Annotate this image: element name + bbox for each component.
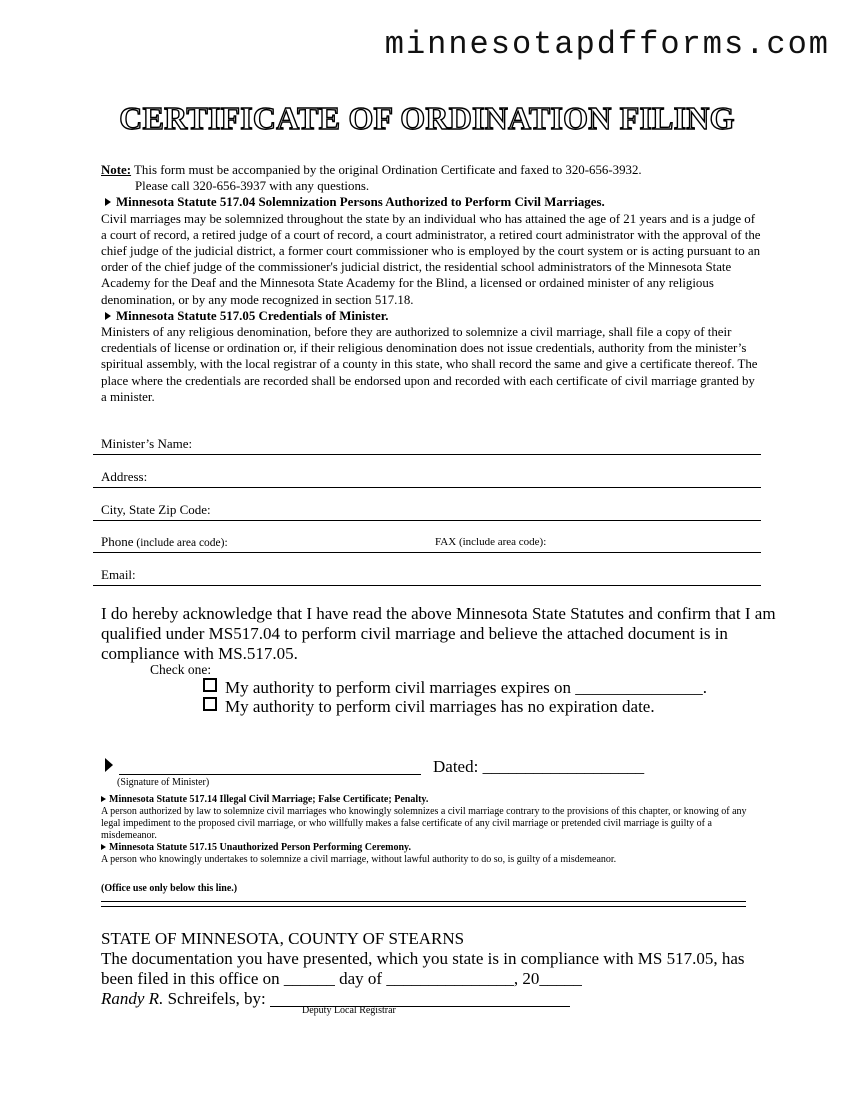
registrar-caption: Deputy Local Registrar bbox=[302, 1005, 396, 1016]
statute-517-05-heading: Minnesota Statute 517.05 Credentials of Minister. bbox=[101, 308, 761, 324]
statute-517-14-text: A person authorized by law to solemnize civil marriages who knowingly solemnizes a civil marriage contrary to the provisions of this chapter, or knowing of any legal impediment to the proposed civil marriage, or who willfully makes a false certificate of any civil marriage or pretended civil marriage is guilty of a misdemeanor. bbox=[101, 806, 747, 841]
dated-label: Dated: ___________________ bbox=[433, 757, 645, 776]
statute-517-04-heading: Minnesota Statute 517.04 Solemnization Persons Authorized to Perform Civil Marriages. bbox=[101, 194, 761, 210]
note-label: Note: bbox=[101, 163, 132, 177]
address-field[interactable] bbox=[93, 467, 761, 488]
option-expires[interactable]: My authority to perform civil marriages expires on _______________. bbox=[203, 678, 707, 698]
city-state-zip-label: City, State Zip Code: bbox=[101, 502, 211, 517]
statute-517-15-heading: Minnesota Statute 517.15 Unauthorized Person Performing Ceremony. bbox=[101, 842, 761, 854]
email-label: Email: bbox=[101, 567, 136, 582]
note-line-1: Note: This form must be accompanied by the original Ordination Certificate and faxed to 320-656-3932. bbox=[101, 163, 642, 177]
intro-section bbox=[101, 162, 761, 405]
statute-517-15-text: A person who knowingly undertakes to solemnize a civil marriage, without lawful authority to do so, is guilty of a misdemeanor. bbox=[101, 854, 617, 865]
signature-line[interactable] bbox=[119, 774, 421, 775]
acknowledgement-text: I do hereby acknowledge that I have read the above Minnesota State Statutes and confirm that I am qualified under MS517.04 to perform civil marriage and believe the attached document is in compliance with MS.517.05. bbox=[101, 604, 776, 663]
signature-caption: (Signature of Minister) bbox=[117, 777, 210, 788]
state-county-line: STATE OF MINNESOTA, COUNTY OF STEARNS bbox=[101, 929, 465, 948]
office-use-divider bbox=[101, 901, 746, 907]
option-no-expiration[interactable]: My authority to perform civil marriages has no expiration date. bbox=[203, 697, 655, 717]
arrow-right-icon bbox=[101, 796, 106, 802]
address-label: Address: bbox=[101, 469, 148, 484]
office-section bbox=[101, 929, 781, 1009]
statute-517-14-heading: Minnesota Statute 517.14 Illegal Civil Marriage; False Certificate; Penalty. bbox=[101, 794, 761, 806]
arrow-right-icon bbox=[105, 312, 111, 320]
statute-517-05-text: Ministers of any religious denomination, before they are authorized to solemnize a civil marriage, shall file a copy of their credentials of license or ordination or, if their religious denomination does not issue credentials, authority from the minister’s spiritual assembly, with the local registrar of a county in this state, who shall record the same and give a certificate thereof. The place where the credentials are recorded shall be endorsed upon and recorded with each certificate of civil marriage granted by a minister. bbox=[101, 325, 758, 404]
city-state-zip-field[interactable] bbox=[93, 500, 761, 521]
filing-line-1: The documentation you have presented, which you state is in compliance with MS 517.05, has bbox=[101, 949, 745, 968]
arrow-right-icon bbox=[101, 844, 106, 850]
fax-label: FAX (include area code): bbox=[435, 536, 547, 548]
minister-name-label: Minister’s Name: bbox=[101, 436, 193, 451]
penalty-section bbox=[101, 794, 761, 866]
email-field[interactable] bbox=[93, 565, 761, 586]
arrow-right-icon bbox=[105, 758, 113, 772]
filing-line-2: been filed in this office on ______ day of _______________, 20_____ bbox=[101, 969, 582, 988]
expires-checkbox[interactable] bbox=[203, 678, 217, 692]
arrow-right-icon bbox=[105, 198, 111, 206]
statute-517-04-text: Civil marriages may be solemnized throughout the state by an individual who has attained the age of 21 years and is a judge of a court of record, a retired judge of a court of record, a court administrator, a retired court administrator with the approval of the chief judge of the judicial district, a former court commissioner who is employed by the court system or is acting pursuant to an order of the chief judge of the commissioner's judicial district, the residential school administrators of the Minnesota State Academy for the Deaf and the Minnesota State Academy for the Blind, a licensed or ordained minister of any religious denomination, or by any mode recognized in section 517.18. bbox=[101, 211, 761, 307]
phone-label: Phone (include area code): bbox=[101, 534, 228, 549]
minister-name-field[interactable] bbox=[93, 434, 761, 455]
note-line-2: Please call 320-656-3937 with any questions. bbox=[135, 179, 370, 194]
watermark-text: minnesotapdfforms.com bbox=[384, 26, 830, 63]
check-one-label: Check one: bbox=[150, 662, 212, 677]
phone-fax-field[interactable] bbox=[93, 532, 761, 553]
office-use-label: (Office use only below this line.) bbox=[101, 883, 238, 894]
page-title: CERTIFICATE OF ORDINATION FILING bbox=[119, 100, 735, 136]
no-expiration-checkbox[interactable] bbox=[203, 697, 217, 711]
signature-row bbox=[105, 757, 644, 777]
registrar-line: Randy R. Schreifels, by: bbox=[101, 989, 781, 1009]
